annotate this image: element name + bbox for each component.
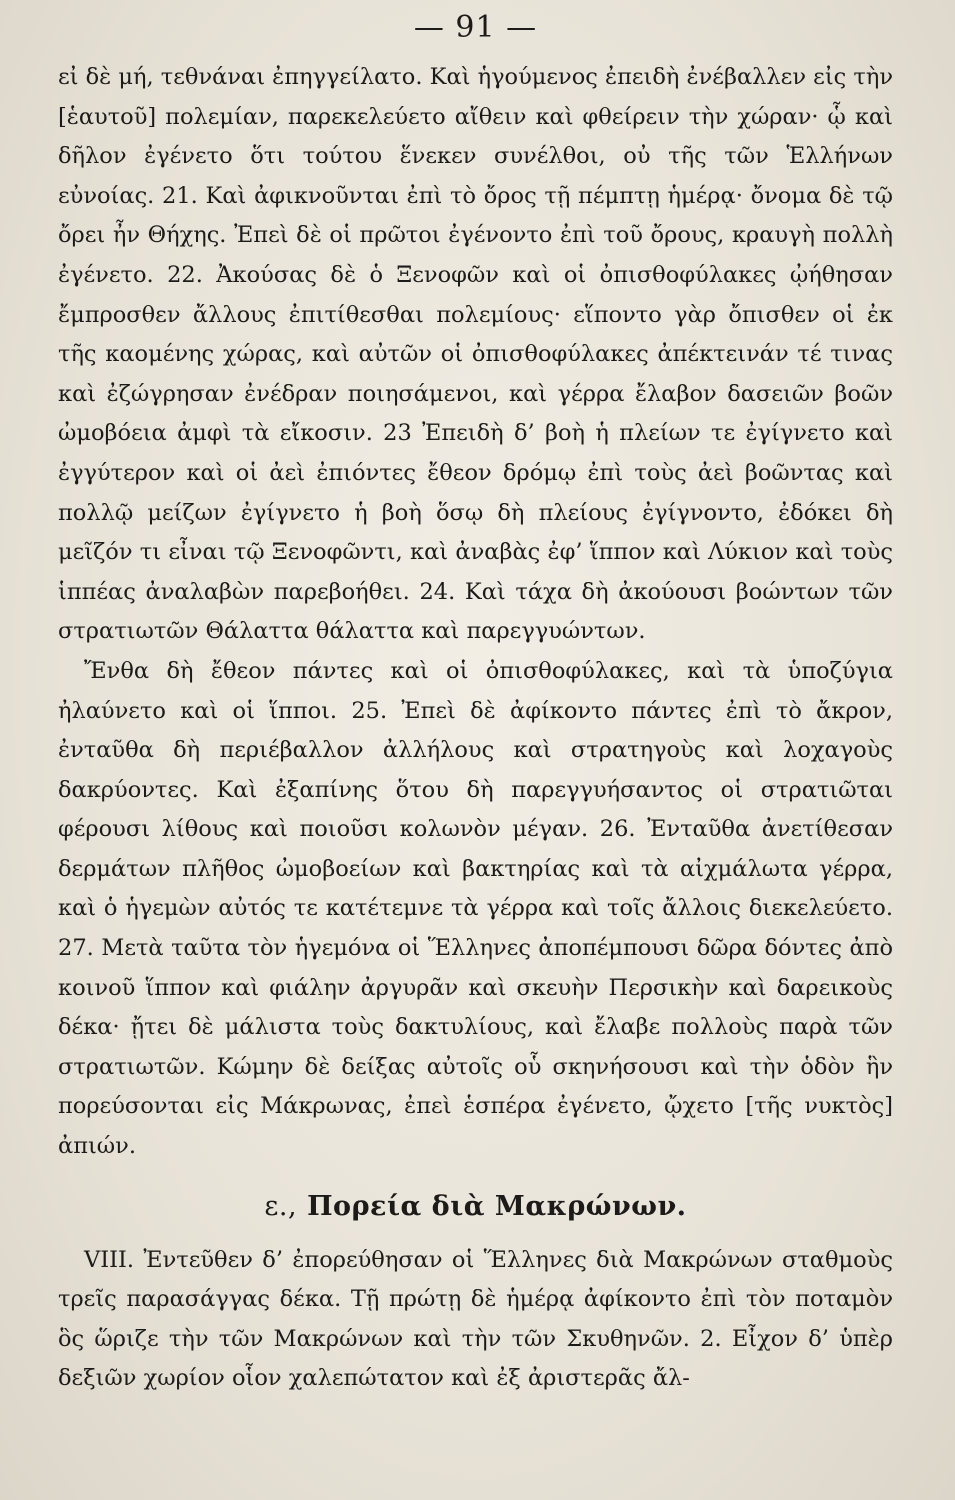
page-number: — 91 — [413, 10, 538, 45]
section-heading [58, 1187, 893, 1227]
section-title: Πορεία διὰ Μακρώνων. [307, 1190, 687, 1222]
chapter-text [58, 1241, 893, 1399]
chapter-paragraph: VIII. Ἐντεῦθεν δ’ ἐπορεύθησαν οἱ Ἕλληνες διὰ Μακρώνων σταθμοὺς τρεῖς παρασάγγας δέκα. Τῇ πρώτῃ δὲ ἡμέρᾳ ἀφίκοντο ἐπὶ τὸν ποταμὸν ὃς ὥριζε τὴν τῶν Μακρώνων καὶ τὴν τῶν Σκυθηνῶν. 2. Εἶχον δ’ ὑπὲρ δεξιῶν χωρίον οἷον χαλεπώτατον καὶ ἐξ ἀριστερᾶς ἄλ- [58, 1246, 893, 1392]
paragraph-1: εἰ δὲ μή, τεθνάναι ἐπηγγείλατο. Καὶ ἡγούμενος ἐπειδὴ ἐνέβαλλεν εἰς τὴν [ἑαυτοῦ] πολεμίαν, παρεκελεύετο αἴθειν καὶ φθείρειν τὴν χώραν· ᾧ καὶ δῆλον ἐγένετο ὅτι τούτου ἕνεκεν συνέλθοι, οὐ τῆς τῶν Ἑλλήνων εὐνοίας. 21. Καὶ ἀφικνοῦνται ἐπὶ τὸ ὄρος τῇ πέμπτῃ ἡμέρᾳ· ὄνομα δὲ τῷ ὄρει ἦν Θήχης. Ἐπεὶ δὲ οἱ πρῶτοι ἐγένοντο ἐπὶ τοῦ ὄρους, κραυγὴ πολλὴ ἐγένετο. 22. Ἀκούσας δὲ ὁ Ξενοφῶν καὶ οἱ ὀπισθοφύλακες ᾠήθησαν ἔμπροσθεν ἄλλους ἐπιτίθεσθαι πολεμίους· εἵποντο γὰρ ὄπισθεν οἱ ἐκ τῆς καομένης χώρας, καὶ αὐτῶν οἱ ὀπισθοφύλακες ἀπέκτεινάν τέ τινας καὶ ἐζώγρησαν ἐνέδραν ποιησάμενοι, καὶ γέρρα ἔλαβον δασειῶν βοῶν ὠμοβόεια ἀμφὶ τὰ εἴκοσιν. 23 Ἐπειδὴ δ’ βοὴ ἡ πλείων τε ἐγίγνετο καὶ ἐγγύτερον καὶ οἱ ἀεὶ ἐπιόντες ἔθεον δρόμῳ ἐπὶ τοὺς ἀεὶ βοῶντας καὶ πολλῷ μείζων ἐγίγνετο ἡ βοὴ ὅσῳ δὴ πλείους ἐγίγνοντο, ἐδόκει δὴ μεῖζόν τι εἶναι τῷ Ξενοφῶντι, καὶ ἀναβὰς ἐφ’ ἵππον καὶ Λύκιον καὶ τοὺς ἱππέας ἀναλαβὼν παρεβοήθει. 24. Καὶ τάχα δὴ ἀκούουσι βοώντων τῶν στρατιωτῶν Θάλαττα θάλαττα καὶ παρεγγυώντων. [58, 64, 894, 645]
paragraph-2: Ἔνθα δὴ ἔθεον πάντες καὶ οἱ ὀπισθοφύλακες, καὶ τὰ ὑποζύγια ἠλαύνετο καὶ οἱ ἵπποι. 25. Ἐπεὶ δὲ ἀφίκοντο πάντες ἐπὶ τὸ ἄκρον, ἐνταῦθα δὴ περιέβαλλον ἀλλήλους καὶ στρατηγοὺς καὶ λοχαγοὺς δακρύοντες. Καὶ ἐξαπίνης ὅτου δὴ παρεγγυήσαντος οἱ στρατιῶται φέρουσι λίθους καὶ ποιοῦσι κολωνὸν μέγαν. 26. Ἐνταῦθα ἀνετίθεσαν δερμάτων πλῆθος ὠμοβοείων καὶ βακτηρίας καὶ τὰ αἰχμάλωτα γέρρα, καὶ ὁ ἡγεμὼν αὐτός τε κατέτεμνε τὰ γέρρα καὶ τοῖς ἄλλοις διεκελεύετο. 27. Μετὰ ταῦτα τὸν ἡγεμόνα οἱ Ἕλληνες ἀποπέμπουσι δῶρα δόντες ἀπὸ κοινοῦ ἵππον καὶ φιάλην ἀργυρᾶν καὶ σκευὴν Περσικὴν καὶ δαρεικοὺς δέκα· ᾔτει δὲ μάλιστα τοὺς δακτυλίους, καὶ ἔλαβε πολλοὺς παρὰ τῶν στρατιωτῶν. Κώμην δὲ δείξας αὐτοῖς οὗ σκηνήσουσι καὶ τὴν ὁδὸν ἣν πορεύσονται εἰς Μάκρωνας, ἐπεὶ ἑσπέρα ἐγένετο, ᾤχετο [τῆς νυκτὸς] ἀπιών. [58, 657, 893, 1160]
body-text [58, 58, 893, 1167]
section-number: ε., [264, 1190, 298, 1222]
